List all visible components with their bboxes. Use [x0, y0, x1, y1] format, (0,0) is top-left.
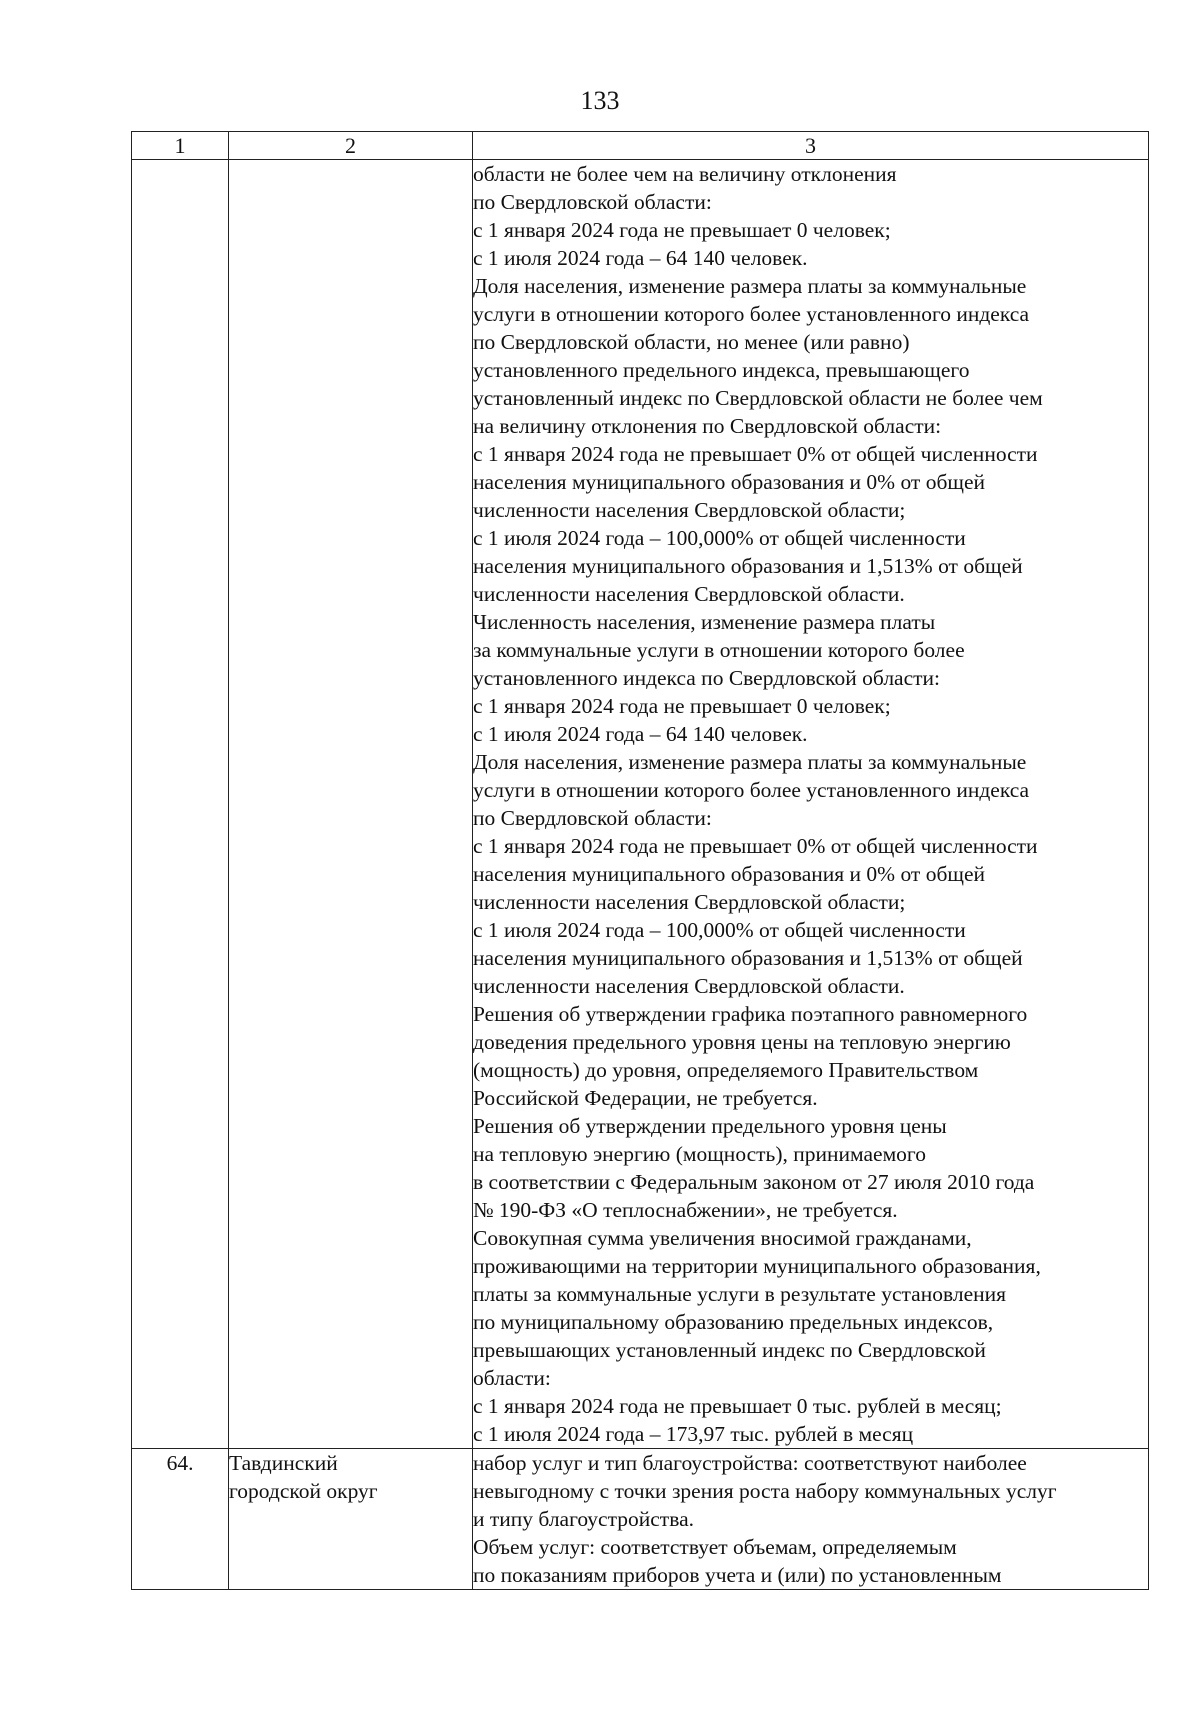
text-line: Доля населения, изменение размера платы за коммунальные — [473, 750, 1027, 774]
text-line: с 1 июля 2024 года – 100,000% от общей численности — [473, 526, 966, 550]
text-line: за коммунальные услуги в отношении которого более — [473, 638, 965, 662]
text-line: населения муниципального образования и 0% от общей — [473, 862, 985, 886]
row-content — [473, 1449, 1149, 1590]
text-line: платы за коммунальные услуги в результате установления — [473, 1282, 1007, 1306]
text-line: установленного индекса по Свердловской области: — [473, 666, 941, 690]
text-line: населения муниципального образования и 1,513% от общей — [473, 554, 1023, 578]
text-line: с 1 июля 2024 года – 173,97 тыс. рублей в месяц — [473, 1422, 914, 1446]
text-line: области: — [473, 1366, 551, 1390]
text-line: на тепловую энергию (мощность), принимаемого — [473, 1142, 926, 1166]
table-row — [132, 1449, 1149, 1590]
text-line: населения муниципального образования и 0% от общей — [473, 470, 985, 494]
text-line: численности населения Свердловской области; — [473, 498, 906, 522]
text-line: Численность населения, изменение размера платы — [473, 610, 936, 634]
text-line: по Свердловской области: — [473, 190, 712, 214]
header-col-3: 3 — [473, 132, 1149, 160]
text-line: услуги в отношении которого более установленного индекса — [473, 778, 1030, 802]
header-col-1: 1 — [132, 132, 229, 160]
text-line: с 1 января 2024 года не превышает 0 человек; — [473, 694, 891, 718]
text-line: по Свердловской области, но менее (или равно) — [473, 330, 910, 354]
page-number: 133 — [580, 86, 620, 115]
text-line: невыгодному с точки зрения роста набору коммунальных услуг — [473, 1479, 1057, 1503]
text-line: набор услуг и тип благоустройства: соответствуют наиболее — [473, 1451, 1027, 1475]
text-line: численности населения Свердловской области. — [473, 582, 905, 606]
text-line: (мощность) до уровня, определяемого Правительством — [473, 1058, 979, 1082]
header-col-2: 2 — [229, 132, 473, 160]
municipality-name — [229, 160, 473, 1449]
text-line: Тавдинский — [229, 1451, 338, 1475]
text-line: населения муниципального образования и 1,513% от общей — [473, 946, 1023, 970]
text-line: установленного предельного индекса, превышающего — [473, 358, 970, 382]
text-line: в соответствии с Федеральным законом от 27 июля 2010 года — [473, 1170, 1035, 1194]
row-content — [473, 160, 1149, 1449]
text-line: Решения об утверждении графика поэтапного равномерного — [473, 1002, 1028, 1026]
text-line: Объем услуг: соответствует объемам, определяемым — [473, 1535, 957, 1559]
row-number — [132, 160, 229, 1449]
text-line: с 1 января 2024 года не превышает 0% от общей численности — [473, 442, 1038, 466]
text-line: превышающих установленный индекс по Свердловской — [473, 1338, 986, 1362]
text-line: услуги в отношении которого более установленного индекса — [473, 302, 1030, 326]
text-line: доведения предельного уровня цены на тепловую энергию — [473, 1030, 1011, 1054]
text-line: Доля населения, изменение размера платы за коммунальные — [473, 274, 1027, 298]
text-line: Решения об утверждении предельного уровня цены — [473, 1114, 947, 1138]
text-line: с 1 января 2024 года не превышает 0 человек; — [473, 218, 891, 242]
municipality-name — [229, 1449, 473, 1590]
text-line: области не более чем на величину отклонения — [473, 162, 897, 186]
text-line: по муниципальному образованию предельных индексов, — [473, 1310, 994, 1334]
text-line: по показаниям приборов учета и (или) по установленным — [473, 1563, 1002, 1587]
text-line: с 1 июля 2024 года – 100,000% от общей численности — [473, 918, 966, 942]
text-line: № 190-ФЗ «О теплоснабжении», не требуется. — [473, 1198, 898, 1222]
text-line: численности населения Свердловской области; — [473, 890, 906, 914]
table-row — [132, 160, 1149, 1449]
document-table — [131, 131, 1149, 1590]
text-line: городской округ — [229, 1479, 378, 1503]
text-line: по Свердловской области: — [473, 806, 712, 830]
text-line: численности населения Свердловской области. — [473, 974, 905, 998]
text-line: на величину отклонения по Свердловской области: — [473, 414, 942, 438]
text-line: с 1 января 2024 года не превышает 0% от общей численности — [473, 834, 1038, 858]
text-line: с 1 июля 2024 года – 64 140 человек. — [473, 246, 808, 270]
text-line: Российской Федерации, не требуется. — [473, 1086, 818, 1110]
text-line: и типу благоустройства. — [473, 1507, 694, 1531]
table-header-row — [132, 132, 1149, 160]
row-number: 64. — [132, 1449, 229, 1590]
text-line: установленный индекс по Свердловской области не более чем — [473, 386, 1043, 410]
text-line: с 1 июля 2024 года – 64 140 человек. — [473, 722, 808, 746]
text-line: Совокупная сумма увеличения вносимой гражданами, — [473, 1226, 972, 1250]
text-line: проживающими на территории муниципального образования, — [473, 1254, 1041, 1278]
text-line: с 1 января 2024 года не превышает 0 тыс. рублей в месяц; — [473, 1394, 1002, 1418]
